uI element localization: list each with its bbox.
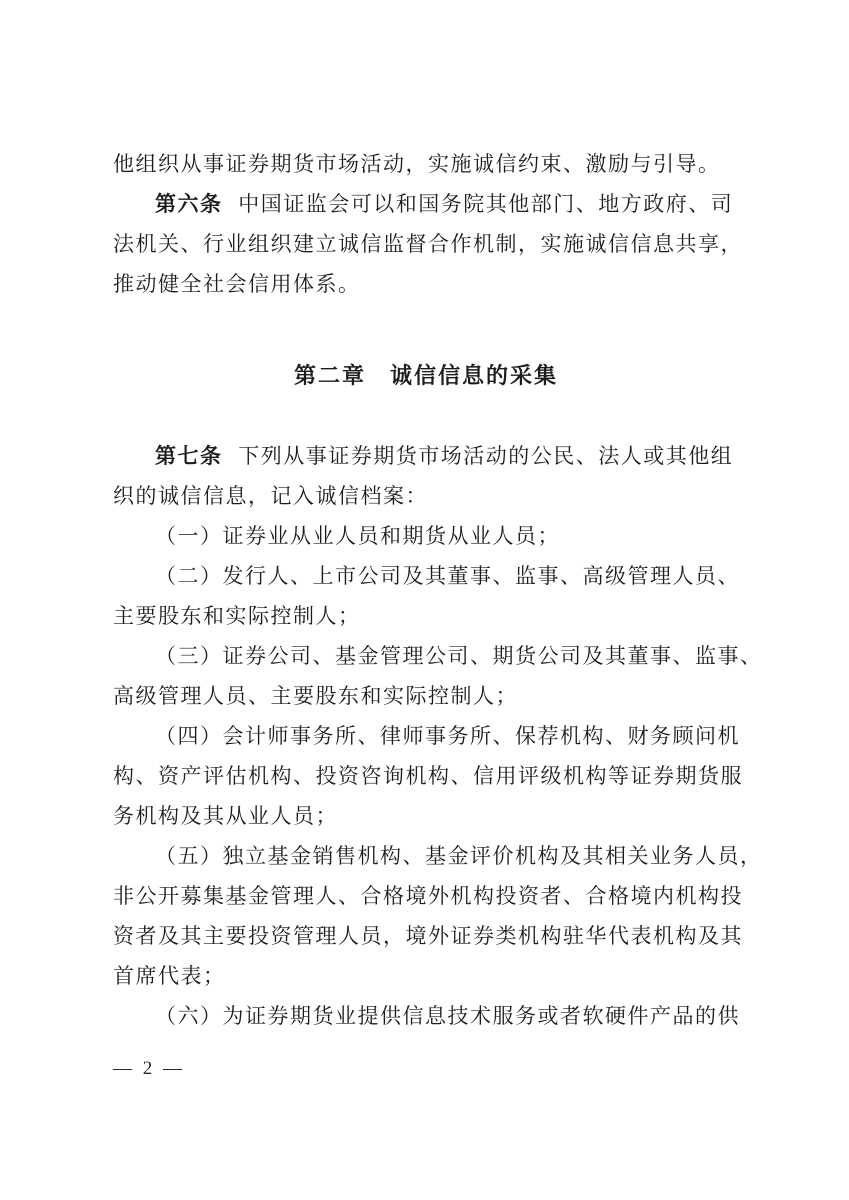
line-text: （五）独立基金销售机构、基金评价机构及其相关业务人员，: [155, 844, 763, 868]
line-text: 主要股东和实际控制人；: [113, 604, 361, 628]
line-text: （四）会计师事务所、律师事务所、保荐机构、财务顾问机: [155, 724, 740, 748]
line-text: 下列从事证券期货市场活动的公民、法人或其他组: [238, 444, 734, 468]
line-text: 构、资产评估机构、投资咨询机构、信用评级机构等证券期货服: [113, 764, 743, 788]
body-line: [113, 264, 739, 304]
line-text: 他组织从事证券期货市场活动，实施诚信约束、激励与引导。: [113, 152, 721, 176]
body-line: [113, 876, 743, 916]
article-number: 第七条: [155, 444, 223, 468]
chapter-heading: 第二章 诚信信息的采集: [293, 363, 558, 388]
body-line: [113, 676, 739, 716]
body-line: [113, 224, 743, 264]
page-number: — 2 —: [113, 1058, 185, 1079]
line-text: 非公开募集基金管理人、合格境外机构投资者、合格境内机构投: [113, 884, 743, 908]
body-line: [113, 796, 739, 836]
list-item-3: [113, 636, 763, 676]
list-item-6: [113, 996, 739, 1036]
body-line: [113, 956, 739, 996]
line-text: 推动健全社会信用体系。: [113, 272, 361, 296]
body-line-article-6: [113, 184, 739, 224]
line-text: （二）发行人、上市公司及其董事、监事、高级管理人员、: [155, 564, 740, 588]
body-line: [113, 144, 739, 184]
line-text: 中国证监会可以和国务院其他部门、地方政府、司: [238, 192, 734, 216]
line-text: （三）证券公司、基金管理公司、期货公司及其董事、监事、: [155, 644, 763, 668]
line-text: 首席代表；: [113, 964, 226, 988]
document-body: [113, 144, 763, 1036]
list-item-2: [113, 556, 739, 596]
body-line: [113, 916, 743, 956]
line-text: 法机关、行业组织建立诚信监督合作机制，实施诚信信息共享，: [113, 232, 743, 256]
list-item-4: [113, 716, 739, 756]
body-line: [113, 756, 743, 796]
line-text: 资者及其主要投资管理人员，境外证券类机构驻华代表机构及其: [113, 924, 743, 948]
list-item-5: [113, 836, 763, 876]
article-number: 第六条: [155, 192, 223, 216]
body-line: [113, 476, 739, 516]
list-item-1: [113, 516, 739, 556]
body-line-article-7: [113, 436, 739, 476]
line-text: 织的诚信信息，记入诚信档案：: [113, 484, 428, 508]
line-text: （六）为证券期货业提供信息技术服务或者软硬件产品的供: [155, 1004, 740, 1028]
line-text: 务机构及其从业人员；: [113, 804, 338, 828]
line-text: （一）证券业从业人员和期货从业人员；: [155, 524, 560, 548]
line-text: 高级管理人员、主要股东和实际控制人；: [113, 684, 518, 708]
body-line: [113, 596, 739, 636]
